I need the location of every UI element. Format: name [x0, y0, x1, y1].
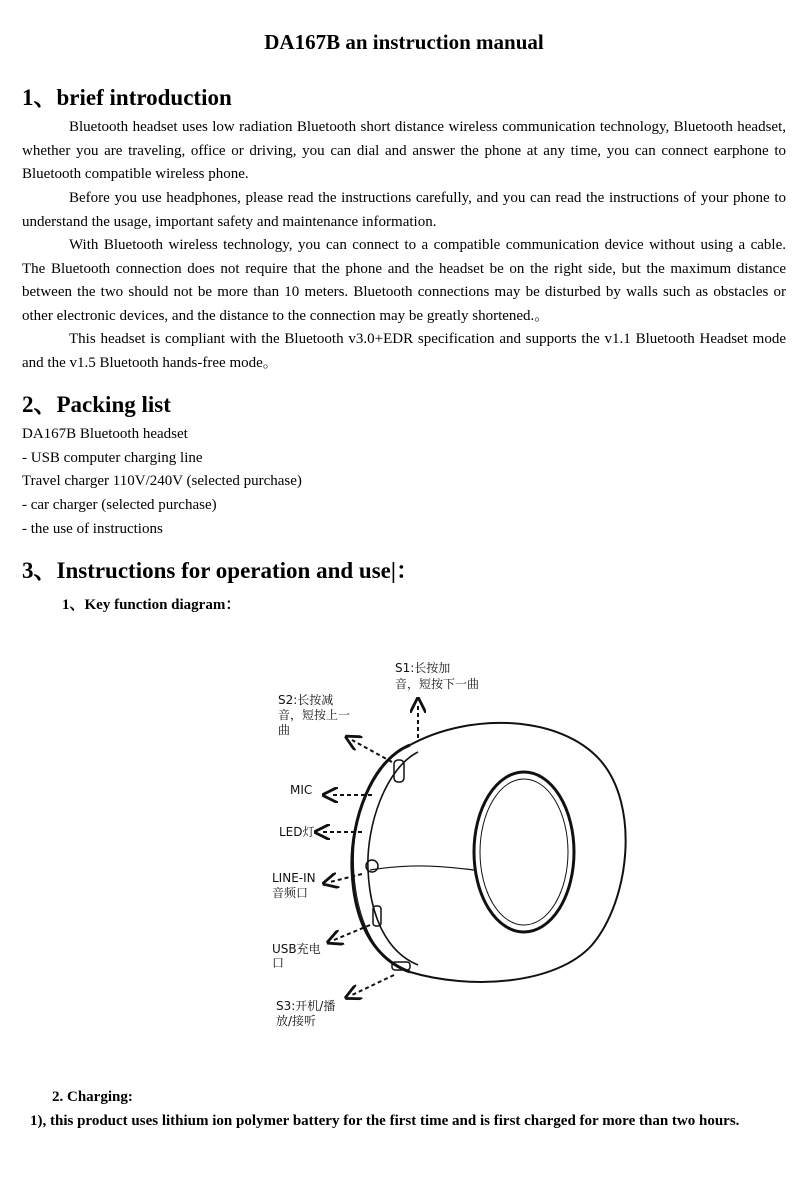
charging-heading: 2. Charging:	[52, 1089, 133, 1105]
s2-label: S2:长按减	[278, 693, 334, 707]
section-3-heading: 3、Instructions for operation and use|：	[22, 558, 419, 583]
linein-label: 音频口	[272, 886, 309, 900]
linein-label: LINE-IN	[272, 871, 316, 885]
usb-label: USB充电	[272, 942, 321, 956]
s1-label: 音，短按下一曲	[395, 677, 480, 691]
s1-label: S1:长按加	[395, 661, 451, 675]
section-1-heading: 1、brief introduction	[22, 85, 232, 110]
intro-paragraph-4: This headset is compliant with the Bluetooth v3.0+EDR specification and supports the v1.1 Bluetooth Headset mode and the v1.5 Bluetooth hands-free mode。	[22, 331, 786, 371]
usb-label: 口	[272, 956, 285, 970]
s2-label: 曲	[278, 723, 291, 737]
packing-item: - car charger (selected purchase)	[22, 497, 217, 513]
packing-item: DA167B Bluetooth headset	[22, 426, 188, 442]
intro-paragraph-1: Bluetooth headset uses low radiation Bluetooth short distance wireless communication technology, Bluetooth headset, whether you are traveling, office or driving, you can dial and answer the phone at any time, you can connect earphone to Bluetooth compatible wireless phone.	[22, 119, 786, 183]
diagram-labels	[272, 660, 479, 1028]
s3-label: 放/接听	[276, 1014, 317, 1028]
s3-label: S3:开机/播	[276, 999, 336, 1013]
key-function-heading: 1、Key function diagram：	[62, 597, 241, 613]
s2-label: 音，短按上一	[278, 708, 351, 722]
intro-paragraph-3: With Bluetooth wireless technology, you can connect to a compatible communication device without using a cable. The Bluetooth connection does not require that the phone and the headset be on the right side, but the maximum distance between the two should not be more than 10 meters. Bluetooth connections may be disturbed by walls such as obstacles or other electronic devices, and the distance to the connection may be greatly shortened.。	[22, 237, 786, 324]
packing-item: Travel charger 110V/240V (selected purchase)	[22, 473, 302, 489]
page-title: DA167B an instruction manual	[264, 30, 544, 54]
s3-pointer	[352, 975, 394, 995]
s2-pointer	[352, 740, 392, 762]
section-2-heading: 2、Packing list	[22, 392, 171, 417]
mic-label: MIC	[290, 783, 313, 797]
intro-paragraph-2: Before you use headphones, please read the instructions carefully, and you can read the instructions of your phone to understand the usage, important safety and maintenance information.	[22, 190, 786, 230]
headset-body	[352, 723, 626, 982]
led-label: LED灯	[279, 825, 315, 839]
packing-item: - the use of instructions	[22, 521, 163, 537]
linein-pointer	[330, 874, 362, 882]
usb-pointer	[334, 925, 370, 940]
charging-paragraph: 1), this product uses lithium ion polymer battery for the first time and is first charged for more than two hours.	[30, 1113, 740, 1129]
packing-item: - USB computer charging line	[22, 450, 203, 466]
